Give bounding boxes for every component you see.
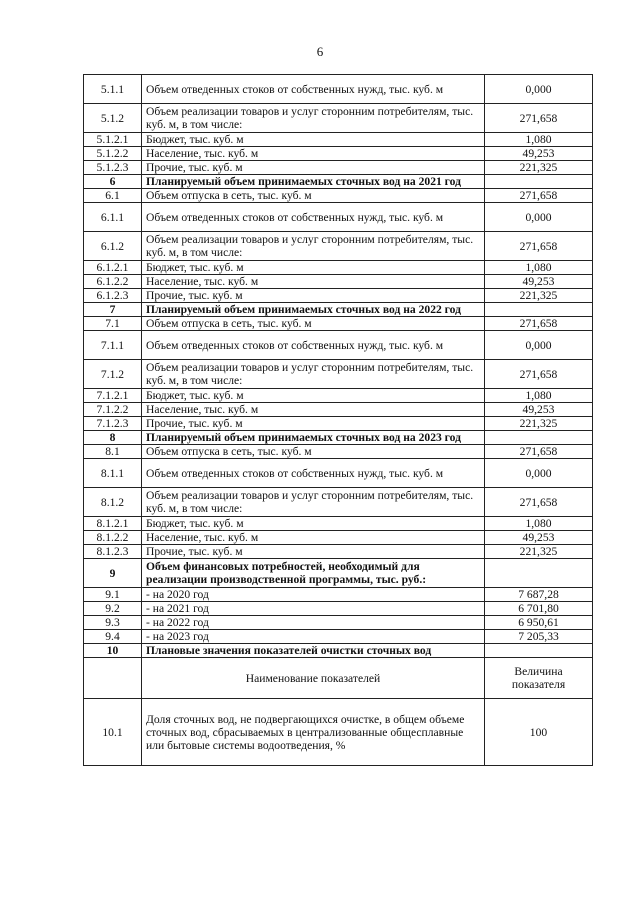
row-number: 10 xyxy=(84,644,142,658)
row-description: Население, тыс. куб. м xyxy=(142,403,485,417)
row-value: 271,658 xyxy=(485,445,593,459)
table-row xyxy=(84,488,593,517)
section-title: Планируемый объем принимаемых сточных вод на 2021 год xyxy=(142,175,485,189)
row-number: 6.1.2.1 xyxy=(84,261,142,275)
table-row xyxy=(84,331,593,360)
row-number: 8.1.2.2 xyxy=(84,531,142,545)
row-value: 7 205,33 xyxy=(485,630,593,644)
row-number: 7.1.2 xyxy=(84,360,142,389)
table-row xyxy=(84,275,593,289)
page-number: 6 xyxy=(316,44,324,59)
row-description: Объем отведенных стоков от собственных нужд, тыс. куб. м xyxy=(142,203,485,232)
row-value: 1,080 xyxy=(485,517,593,531)
row-description: Объем отведенных стоков от собственных нужд, тыс. куб. м xyxy=(142,75,485,104)
row-value: Величина показателя xyxy=(485,658,593,699)
row-number: 9.4 xyxy=(84,630,142,644)
table-row xyxy=(84,261,593,275)
row-description: Бюджет, тыс. куб. м xyxy=(142,389,485,403)
row-description: Объем отпуска в сеть, тыс. куб. м xyxy=(142,317,485,331)
table-row xyxy=(84,289,593,303)
row-value: 271,658 xyxy=(485,488,593,517)
row-number: 8 xyxy=(84,431,142,445)
section-row xyxy=(84,644,593,658)
production-program-table xyxy=(83,74,593,766)
row-description: Прочие, тыс. куб. м xyxy=(142,417,485,431)
row-number: 7 xyxy=(84,303,142,317)
row-number: 7.1.1 xyxy=(84,331,142,360)
row-value: 1,080 xyxy=(485,389,593,403)
table-row xyxy=(84,417,593,431)
row-value: 49,253 xyxy=(485,531,593,545)
row-description: Объем отпуска в сеть, тыс. куб. м xyxy=(142,445,485,459)
row-value: 6 950,61 xyxy=(485,616,593,630)
row-number: 6.1.2.3 xyxy=(84,289,142,303)
row-description: Объем реализации товаров и услуг сторонним потребителям, тыс. куб. м, в том числе: xyxy=(142,104,485,133)
row-number: 9.3 xyxy=(84,616,142,630)
row-number: 7.1.2.2 xyxy=(84,403,142,417)
row-description: Население, тыс. куб. м xyxy=(142,147,485,161)
row-description: Объем отпуска в сеть, тыс. куб. м xyxy=(142,189,485,203)
row-number: 9.1 xyxy=(84,588,142,602)
row-description: - на 2022 год xyxy=(142,616,485,630)
row-description: Прочие, тыс. куб. м xyxy=(142,545,485,559)
row-number: 6 xyxy=(84,175,142,189)
row-value: 271,658 xyxy=(485,317,593,331)
row-value: 1,080 xyxy=(485,133,593,147)
table-row xyxy=(84,104,593,133)
row-number: 8.1.2.3 xyxy=(84,545,142,559)
row-value xyxy=(485,431,593,445)
row-value xyxy=(485,644,593,658)
row-number: 5.1.2.3 xyxy=(84,161,142,175)
table-row xyxy=(84,531,593,545)
row-description: Бюджет, тыс. куб. м xyxy=(142,133,485,147)
row-number: 5.1.1 xyxy=(84,75,142,104)
row-value: 49,253 xyxy=(485,403,593,417)
row-number: 6.1 xyxy=(84,189,142,203)
row-number: 5.1.2.1 xyxy=(84,133,142,147)
row-value: 49,253 xyxy=(485,275,593,289)
table-row xyxy=(84,445,593,459)
row-number: 7.1.2.3 xyxy=(84,417,142,431)
section-row xyxy=(84,303,593,317)
table-row xyxy=(84,459,593,488)
table-row xyxy=(84,658,593,699)
row-number: 6.1.2 xyxy=(84,232,142,261)
row-description: Объем реализации товаров и услуг сторонним потребителям, тыс. куб. м, в том числе: xyxy=(142,232,485,261)
row-description: Объем реализации товаров и услуг сторонним потребителям, тыс. куб. м, в том числе: xyxy=(142,488,485,517)
table-row xyxy=(84,161,593,175)
row-description: - на 2021 год xyxy=(142,602,485,616)
section-row xyxy=(84,431,593,445)
table-row xyxy=(84,630,593,644)
table-row xyxy=(84,360,593,389)
row-number: 8.1.1 xyxy=(84,459,142,488)
table-row xyxy=(84,389,593,403)
row-number: 6.1.1 xyxy=(84,203,142,232)
row-value: 271,658 xyxy=(485,232,593,261)
row-description: - на 2023 год xyxy=(142,630,485,644)
table-row xyxy=(84,232,593,261)
row-number: 8.1.2 xyxy=(84,488,142,517)
row-description: - на 2020 год xyxy=(142,588,485,602)
table-row xyxy=(84,403,593,417)
table-row xyxy=(84,616,593,630)
table-row xyxy=(84,147,593,161)
row-description: Объем реализации товаров и услуг сторонним потребителям, тыс. куб. м, в том числе: xyxy=(142,360,485,389)
row-number xyxy=(84,658,142,699)
row-value: 100 xyxy=(485,699,593,766)
section-row xyxy=(84,559,593,588)
row-number: 10.1 xyxy=(84,699,142,766)
table-row xyxy=(84,317,593,331)
row-description: Доля сточных вод, не подвергающихся очистке, в общем объеме сточных вод, сбрасываемых в централизованные общесплавные или бытовые системы водоотведения, % xyxy=(142,699,485,766)
row-value: 271,658 xyxy=(485,360,593,389)
row-description: Объем отведенных стоков от собственных нужд, тыс. куб. м xyxy=(142,459,485,488)
row-value: 0,000 xyxy=(485,75,593,104)
row-number: 5.1.2 xyxy=(84,104,142,133)
section-row xyxy=(84,175,593,189)
table-row xyxy=(84,699,593,766)
row-number: 9 xyxy=(84,559,142,588)
section-title: Объем финансовых потребностей, необходимый для реализации производственной программы, тыс. руб.: xyxy=(142,559,485,588)
row-value xyxy=(485,559,593,588)
row-number: 8.1 xyxy=(84,445,142,459)
row-description: Прочие, тыс. куб. м xyxy=(142,289,485,303)
row-number: 9.2 xyxy=(84,602,142,616)
row-value: 1,080 xyxy=(485,261,593,275)
row-number: 6.1.2.2 xyxy=(84,275,142,289)
row-number: 5.1.2.2 xyxy=(84,147,142,161)
row-description: Бюджет, тыс. куб. м xyxy=(142,261,485,275)
row-value: 221,325 xyxy=(485,289,593,303)
row-description: Наименование показателей xyxy=(142,658,485,699)
table-row xyxy=(84,203,593,232)
section-title: Планируемый объем принимаемых сточных вод на 2022 год xyxy=(142,303,485,317)
row-value: 6 701,80 xyxy=(485,602,593,616)
table-row xyxy=(84,517,593,531)
row-value: 0,000 xyxy=(485,331,593,360)
row-value: 271,658 xyxy=(485,104,593,133)
table-row xyxy=(84,588,593,602)
row-value: 7 687,28 xyxy=(485,588,593,602)
table-row xyxy=(84,602,593,616)
row-number: 7.1 xyxy=(84,317,142,331)
row-value xyxy=(485,303,593,317)
table-row xyxy=(84,75,593,104)
row-description: Прочие, тыс. куб. м xyxy=(142,161,485,175)
table-row xyxy=(84,133,593,147)
row-value: 221,325 xyxy=(485,417,593,431)
row-value: 49,253 xyxy=(485,147,593,161)
row-description: Население, тыс. куб. м xyxy=(142,275,485,289)
row-description: Бюджет, тыс. куб. м xyxy=(142,517,485,531)
row-value: 271,658 xyxy=(485,189,593,203)
section-title: Плановые значения показателей очистки сточных вод xyxy=(142,644,485,658)
row-value xyxy=(485,175,593,189)
row-description: Объем отведенных стоков от собственных нужд, тыс. куб. м xyxy=(142,331,485,360)
row-number: 7.1.2.1 xyxy=(84,389,142,403)
row-number: 8.1.2.1 xyxy=(84,517,142,531)
row-value: 221,325 xyxy=(485,545,593,559)
row-description: Население, тыс. куб. м xyxy=(142,531,485,545)
table-row xyxy=(84,189,593,203)
row-value: 0,000 xyxy=(485,203,593,232)
section-title: Планируемый объем принимаемых сточных вод на 2023 год xyxy=(142,431,485,445)
row-value: 221,325 xyxy=(485,161,593,175)
row-value: 0,000 xyxy=(485,459,593,488)
table-row xyxy=(84,545,593,559)
